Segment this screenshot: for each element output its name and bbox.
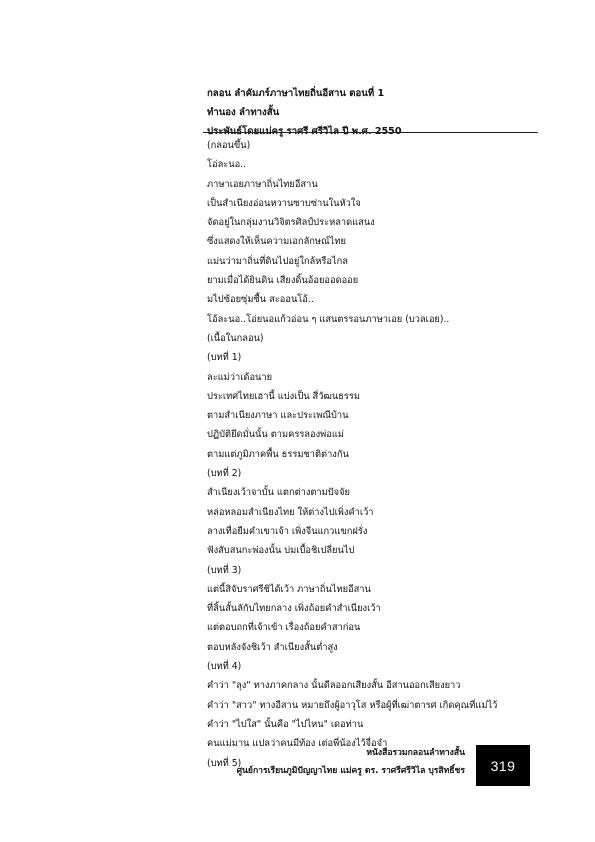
poem-line: แต่ตอบถกที่เจ้าเข้า เรื่องถ้อยคำสาก่อน [207, 622, 361, 634]
poem-line: จัดอยู่ในกลุ่มงานวิจิตรศิลป์ประหลาดแสนง [207, 217, 375, 229]
poem-line: (กลอนขึ้น) [207, 140, 251, 151]
poem-line: โอ้ละนอ..โอ่ยนอแก้วอ่อน ๆ แสนตรรอนภาษาเอย (บวลเอย).. [207, 313, 450, 325]
poem-line: สำเนียงเว้าจาบั้น แตกต่างตามปัจจัย [207, 487, 350, 499]
poem-line: ละแม่ว่าเด้อนาย [207, 371, 273, 383]
poem-line: ตอบหลังจังชิเว้า สำเนียงสั้นต่ำสูง [207, 641, 338, 653]
poem-line: ภาษาเอยภาษาถิ่นไทยอีสาน [207, 178, 318, 190]
page-number-box [476, 745, 530, 786]
poem-line: ซึ่งแสดงให้เห็นความเอกลักษณ์ไทย [207, 236, 346, 248]
poem-line: เป็นสำเนียงอ่อนหวานซาบซ่านในหัวใจ [207, 197, 361, 209]
poem-line: (บทที่ 5) [207, 757, 242, 769]
poem-line: หล่อหลอมสำเนียงไทย ให้ต่างไปเพิ่งคำเว้า [207, 506, 374, 518]
poem-melody: ทำนอง ลำทางสั้น [207, 107, 280, 118]
poem-line: แม่นว่ามาถิ่นที่ดินไปอยู่ใกล้หรือไกล [207, 255, 348, 267]
poem-line: แต่นี้สิจับราศรีชิได้เว้า ภาษาถิ่นไทยอีสาน [207, 583, 371, 595]
poem-line: (บทที่ 2) [207, 468, 242, 480]
poem-line: (เนื้อในกลอน) [207, 332, 264, 344]
poem-line: คำว่า "ลุง" ทางภาคกลาง นั้นดีลออกเสียงสั้น อีสานออกเสียงยาว [207, 680, 461, 692]
poem-line: (บทที่ 4) [207, 661, 242, 673]
poem-line: โอ่ละนอ.. [207, 159, 247, 171]
poem-line: (บทที่ 3) [207, 564, 242, 576]
page-number: 319 [490, 757, 516, 774]
footer-credit [215, 744, 465, 780]
poem-line: (บทที่ 1) [207, 352, 242, 364]
poem-line: ลางเทื่อยืมคำเขาเจ้า เพิ่งจีนแกวแขกฝรั่ง [207, 525, 368, 537]
footer-book-title: หนังสือรวมกลอนลำทางสั้น [366, 748, 465, 758]
poem-line: ยามเมื่อได้ยินดิน เสียงดิ้นอ้อยออดออย [207, 275, 359, 287]
poem-line: คำว่า "ไปใส" นั้นคือ "ไปไหน" เดอท่าน [207, 718, 364, 730]
poem-title: กลอน ลำคัมภร์ภาษาไทยถิ่นอีสาน ตอนที่ 1 [207, 88, 385, 99]
poem-line: คนแม่มาน แปลว่าคนมีท้อง เต่อพี่น้องไว้จื่อจำ [207, 738, 388, 750]
poem-line: ปฏิบัติยึดมั่นนั้น ตามครรลองพ่อแม่ [207, 429, 344, 441]
poem-line: คำว่า "สาว" ทางอีสาน หมายถึงผู้อาวุโส หรือผู้ที่เฒ่าตารศ เกิดคุณที่แม่ไว้ [207, 699, 498, 711]
poem-line: ประเทศไทยเฮานี้ แบ่งเป็น สี่วัฒนธรรม [207, 390, 360, 402]
poem-line: ที่ลิ้นสั้นลักับไทยกลาง เพิ่งถ้อยคำสำเนียงเว้า [207, 603, 381, 615]
poem-line: ฟังสับสนกะพ่องนั้น บ่มเบื้อชิเปลี่ยนไป [207, 545, 355, 557]
footer-institution: ศูนย์การเรียนภูมิปัญญาไทย แม่ครู ดร. ราศรีศรีวิไล บุรสิทธิ์ชร [236, 766, 465, 776]
poem-line: มไปซ้อยซุ่มซื้น สะออนโอ้.. [207, 294, 314, 306]
poem-body [207, 136, 537, 773]
poem-line: ตามสำเนียงภาษา และประเพณีบ้าน [207, 410, 349, 422]
poem-line: ตามแต่ภูมิภาคพื้น ธรรมชาติต่างกัน [207, 448, 349, 460]
header-divider [203, 132, 538, 133]
